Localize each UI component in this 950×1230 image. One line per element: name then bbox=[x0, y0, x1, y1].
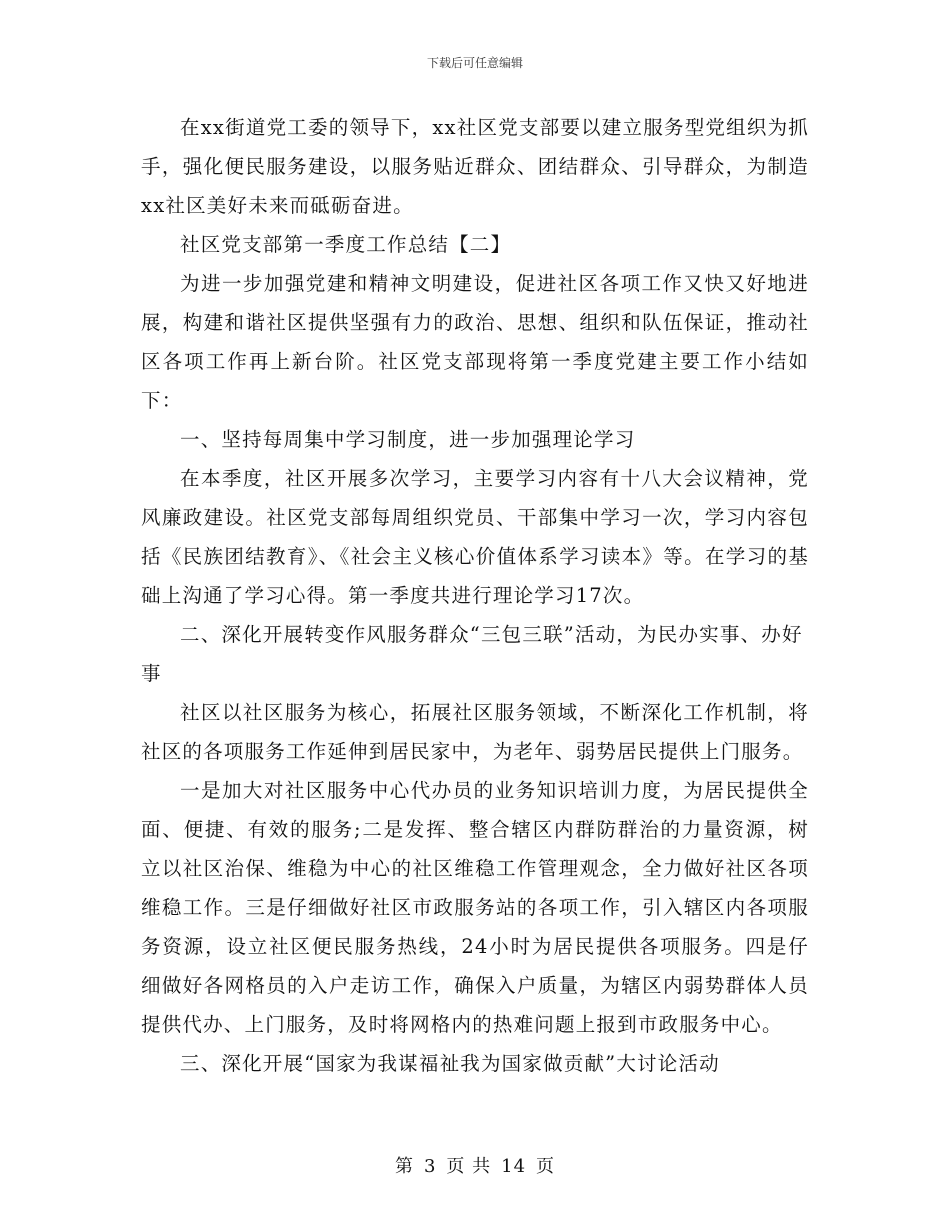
page-footer bbox=[0, 1152, 950, 1178]
paragraph-service-core: 社区以社区服务为核心，拓展社区服务领域，不断深化工作机制，将社区的各项服务工作延伸到居民家中，为老年、弱势居民提供上门服务。 bbox=[141, 701, 809, 763]
heading-three: 三、深化开展“国家为我谋福祉我为国家做贡献”大讨论活动 bbox=[180, 1052, 720, 1075]
heading-two: 二、深化开展转变作风服务群众“三包三联”活动，为民办实事、办好事 bbox=[141, 623, 803, 685]
paragraph-study: 在本季度，社区开展多次学习，主要学习内容有十八大会议精神，党风廉政建设。社区党支部每周组织党员、干部集中学习一次，学习内容包括《民族团结教育》、《社会主义核心价值体系学习读本》等。在学习的基础上沟通了学习心得。第一季度共进行理论学习17次。 bbox=[141, 467, 809, 607]
section-title: 社区党支部第一季度工作总结【二】 bbox=[180, 233, 512, 256]
document-body bbox=[141, 108, 809, 1083]
heading-one: 一、坚持每周集中学习制度，进一步加强理论学习 bbox=[180, 428, 636, 451]
footer-suffix: 页 bbox=[536, 1156, 556, 1177]
paragraph-summary-intro: 为进一步加强党建和精神文明建设，促进社区各项工作又快又好地进展，构建和谐社区提供坚强有力的政治、思想、组织和队伍保证，推动社区各项工作再上新台阶。社区党支部现将第一季度党建主要工作小结如下： bbox=[141, 272, 809, 412]
paragraph-intro-conclusion: 在xx街道党工委的领导下，xx社区党支部要以建立服务型党组织为抓手，强化便民服务建设，以服务贴近群众、团结群众、引导群众，为制造xx社区美好未来而砥砺奋进。 bbox=[141, 116, 809, 217]
page-header-note: 下载后可任意编辑 bbox=[426, 56, 523, 70]
footer-total-pages: 14 bbox=[501, 1156, 527, 1177]
footer-prefix: 第 bbox=[394, 1156, 414, 1177]
footer-current-page: 3 bbox=[423, 1156, 437, 1177]
footer-middle: 页 共 bbox=[446, 1156, 492, 1177]
paragraph-service-details: 一是加大对社区服务中心代办员的业务知识培训力度，为居民提供全面、便捷、有效的服务;二是发挥、整合辖区内群防群治的力量资源，树立以社区治保、维稳为中心的社区维稳工作管理观念，全力做好社区各项维稳工作。三是仔细做好社区市政服务站的各项工作，引入辖区内各项服务资源，设立社区便民服务热线，24小时为居民提供各项服务。四是仔细做好各网格员的入户走访工作，确保入户质量，为辖区内弱势群体人员提供代办、上门服务，及时将网格内的热难问题上报到市政服务中心。 bbox=[141, 779, 809, 1036]
